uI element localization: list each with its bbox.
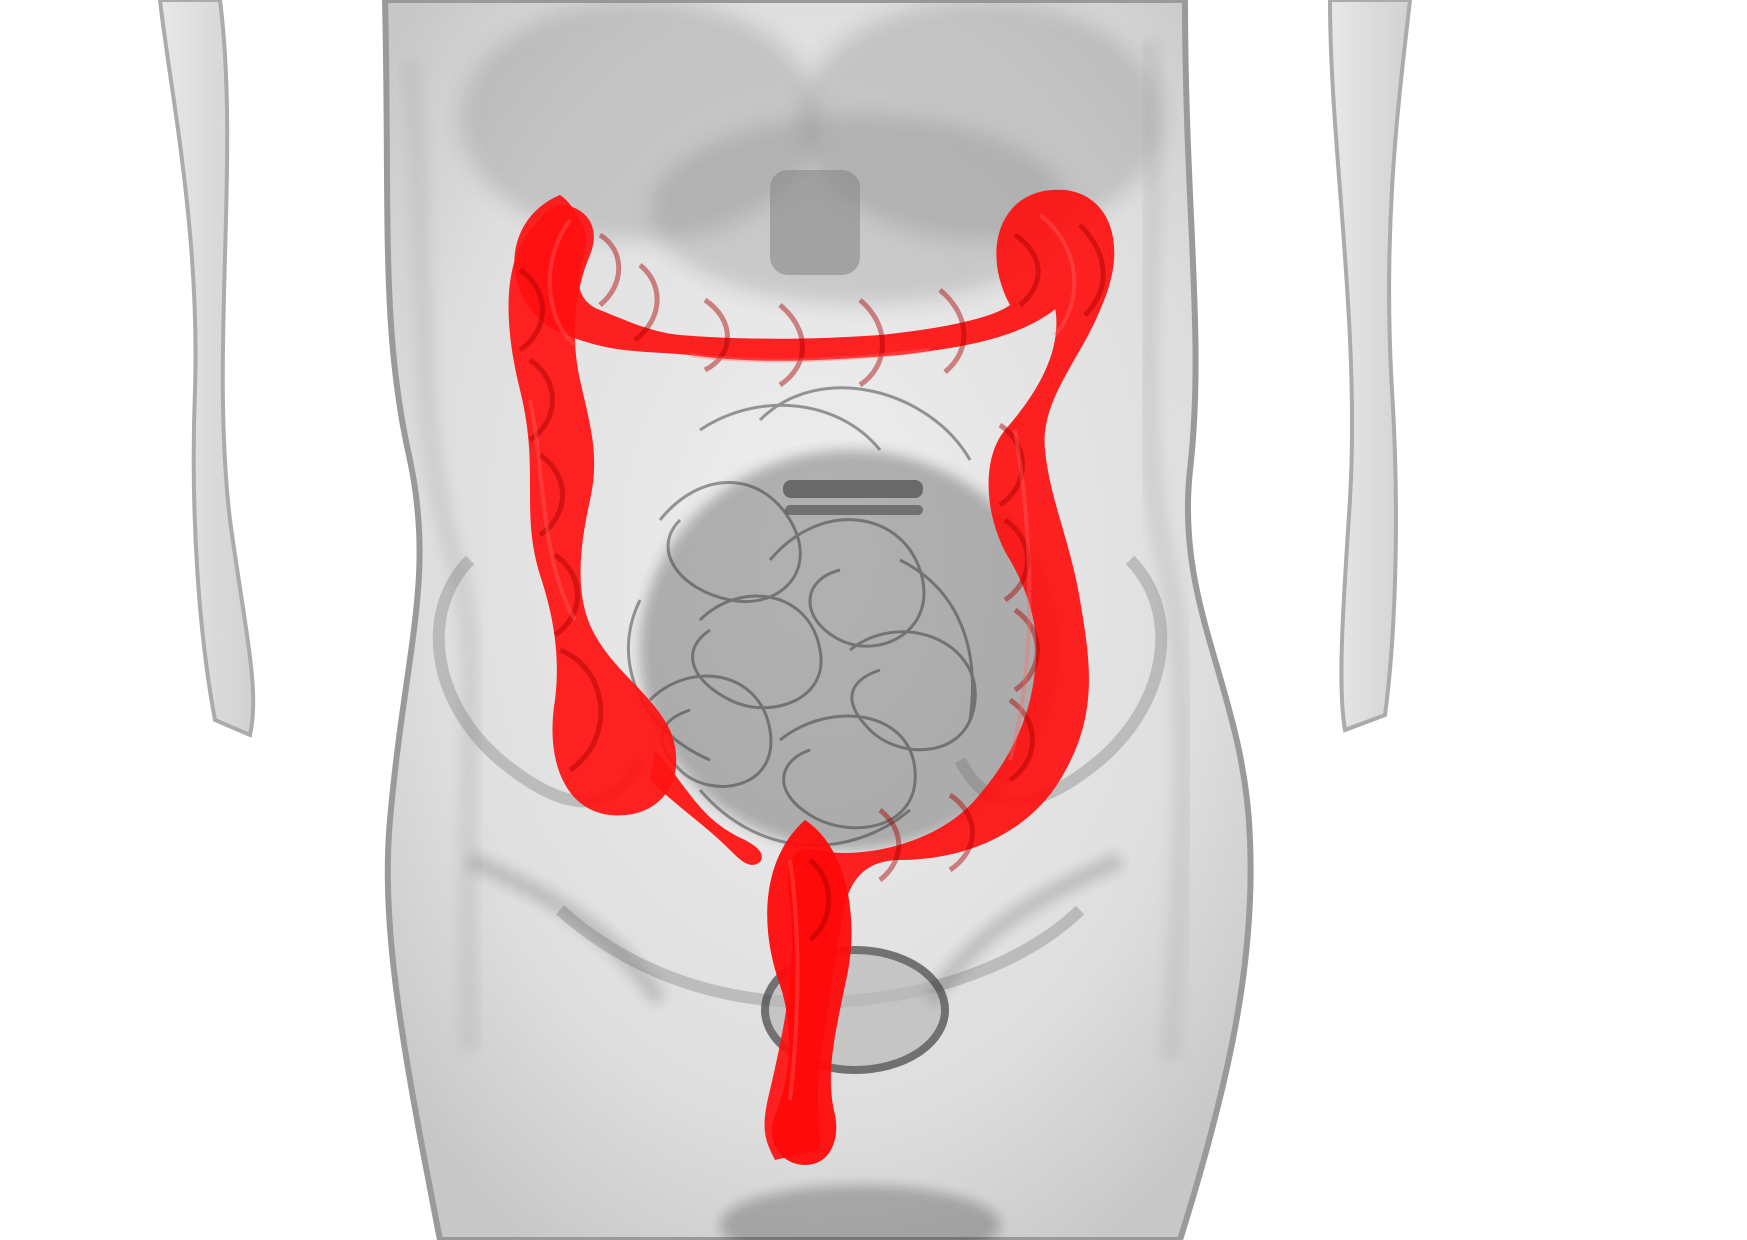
right-arm — [1330, 0, 1410, 730]
spine-top — [770, 170, 860, 275]
left-arm — [160, 0, 253, 735]
